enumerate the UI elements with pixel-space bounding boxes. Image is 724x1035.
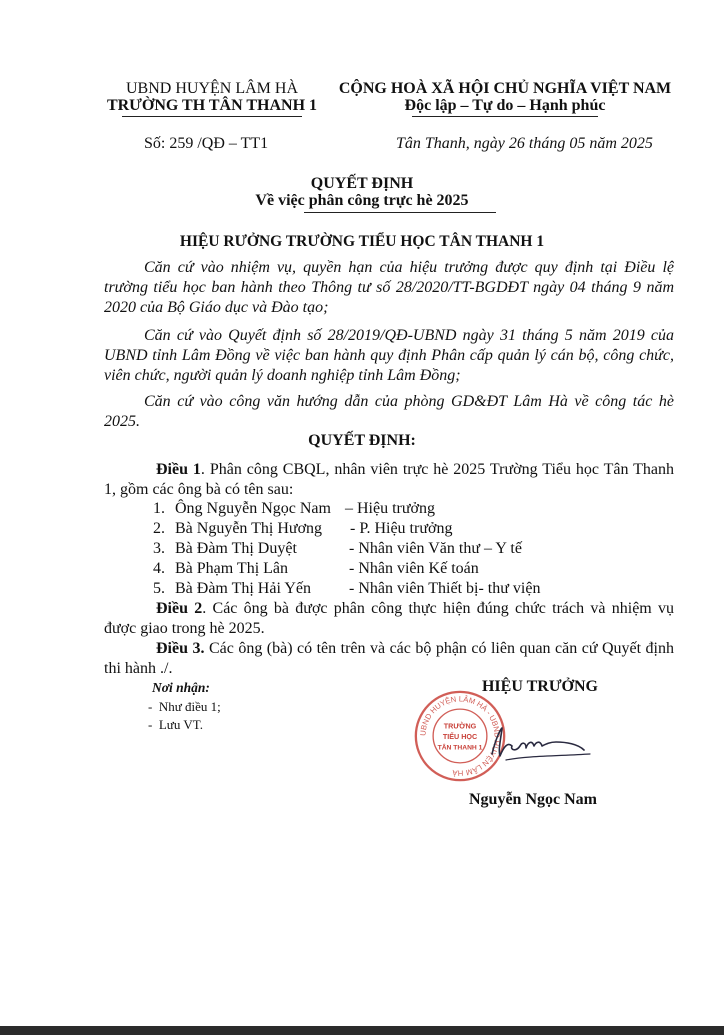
- staff-role: - P. Hiệu trưởng: [350, 520, 453, 537]
- list-item: [153, 580, 541, 598]
- list-item: [153, 560, 479, 578]
- list-number: 4.: [153, 560, 165, 577]
- staff-role: - Nhân viên Kế toán: [349, 560, 479, 577]
- article-2: [104, 599, 674, 639]
- document-subject: Về việc phân công trực hè 2025: [255, 192, 469, 209]
- national-title: CỘNG HOÀ XÃ HỘI CHỦ NGHĨA VIỆT NAM: [338, 80, 672, 97]
- motto-underline: [412, 116, 598, 117]
- article-1: [104, 460, 674, 500]
- scan-edge-bar: [0, 1026, 724, 1035]
- list-item: [153, 540, 522, 558]
- list-number: 2.: [153, 520, 165, 537]
- preamble-paragraph-1: Căn cứ vào nhiệm vụ, quyền hạn của hiệu trưởng được quy định tại Điều lệ trường tiểu học ban hành theo Thông tư số 28/2020/TT-BGDĐT ngày 04 tháng 9 năm 2020 của Bộ Giáo dục và Đào tạo;: [104, 259, 674, 316]
- seal-inner-line: TIỂU HỌC: [442, 731, 478, 741]
- issuing-authority: HIỆU RƯỞNG TRƯỜNG TIỂU HỌC TÂN THANH 1: [179, 233, 545, 250]
- place-date: Tân Thanh, ngày 26 tháng 05 năm 2025: [396, 135, 653, 152]
- school-name-underline: [122, 116, 302, 117]
- preamble-paragraph-2: Căn cứ vào Quyết định số 28/2019/QĐ-UBND ngày 31 tháng 5 năm 2019 của UBND tỉnh Lâm Đồng về việc ban hành quy định Phân cấp quản lý cán bộ, công chức, viên chức, người quản lý doanh nghiệp tỉnh Lâm Đồng;: [104, 327, 674, 384]
- recipient-item: - Lưu VT.: [148, 717, 203, 732]
- article-3: [104, 639, 674, 679]
- article-1-label: Điều 1: [156, 461, 201, 478]
- article-1-text: . Phân công CBQL, nhân viên trực hè 2025 Trường Tiểu học Tân Thanh 1, gồm các ông bà có tên sau:: [104, 461, 674, 498]
- list-item: [153, 520, 453, 538]
- staff-name: Ông Nguyễn Ngọc Nam: [175, 500, 331, 517]
- recipient-text: Lưu VT.: [158, 717, 203, 732]
- seal-inner-line: TÂN THANH 1: [437, 744, 483, 752]
- document-title: QUYẾT ĐỊNH: [310, 175, 414, 192]
- list-number: 3.: [153, 540, 165, 557]
- article-2-text: . Các ông bà được phân công thực hiện đúng chức trách và nhiệm vụ được giao trong hè 2025.: [104, 600, 675, 637]
- school-name: TRƯỜNG TH TÂN THANH 1: [106, 97, 318, 114]
- article-3-label: Điều 3.: [156, 640, 205, 657]
- seal-ring-text: UBND HUYỆN LÂM HÀ - UBND HUYỆN LÂM HÀ: [418, 694, 502, 778]
- staff-name: Bà Đàm Thị Duyệt: [175, 540, 297, 557]
- subject-underline: [304, 212, 496, 213]
- preamble-paragraph-3: Căn cứ vào công văn hướng dẫn của phòng GD&ĐT Lâm Hà về công tác hè 2025.: [104, 393, 674, 430]
- recipient-text: Như điều 1;: [158, 699, 221, 714]
- staff-role: - Nhân viên Thiết bị- thư viện: [349, 580, 541, 597]
- article-3-text: Các ông (bà) có tên trên và các bộ phận có liên quan căn cứ Quyết định thi hành ./.: [104, 640, 674, 677]
- handwritten-signature: [486, 716, 596, 772]
- recipients-heading: Nơi nhận:: [152, 680, 210, 695]
- signer-title: HIỆU TRƯỞNG: [481, 678, 598, 695]
- article-2-label: Điều 2: [156, 600, 203, 617]
- signer-name: Nguyễn Ngọc Nam: [469, 791, 597, 808]
- list-item: [153, 500, 436, 518]
- list-number: 5.: [153, 580, 165, 597]
- staff-name: Bà Đàm Thị Hải Yến: [175, 580, 311, 597]
- decision-heading: QUYẾT ĐỊNH:: [308, 432, 416, 449]
- document-number: Số: 259 /QĐ – TT1: [144, 135, 269, 152]
- staff-role: - Nhân viên Văn thư – Y tế: [349, 540, 522, 557]
- recipient-item: - Như điều 1;: [148, 699, 221, 714]
- national-motto: Độc lập – Tự do – Hạnh phúc: [404, 97, 606, 114]
- list-number: 1.: [153, 500, 165, 517]
- staff-role: – Hiệu trưởng: [345, 500, 436, 517]
- agency-name: UBND HUYỆN LÂM HÀ: [126, 80, 298, 97]
- staff-name: Bà Phạm Thị Lân: [175, 560, 289, 577]
- seal-inner-line: TRƯỜNG: [443, 721, 477, 731]
- staff-name: Bà Nguyễn Thị Hương: [175, 520, 323, 537]
